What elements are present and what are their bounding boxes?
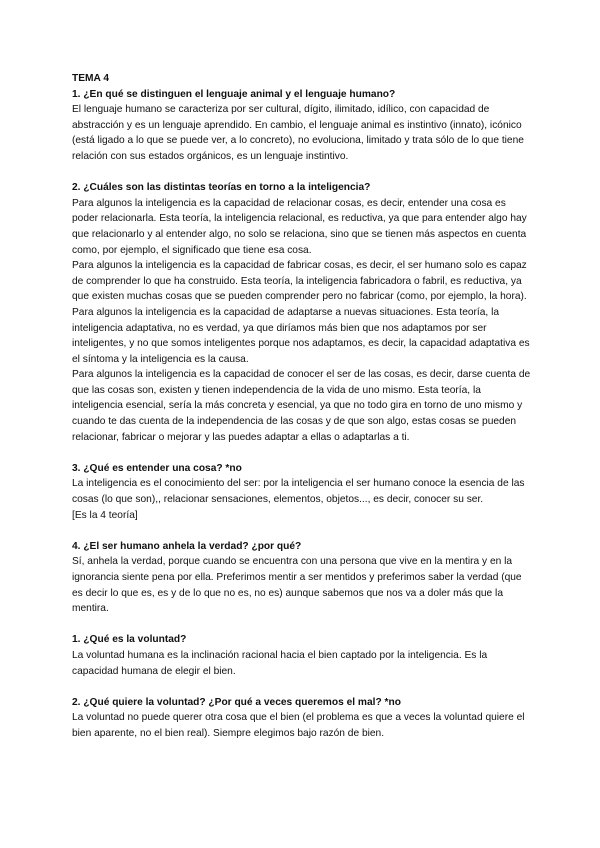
section-paragraph: Para algunos la inteligencia es la capacidad de adaptarse a nuevas situaciones. Esta teoría, la inteligencia adaptativa, no es verdad, ya que diríamos más bien que nos adaptamos por ser inteligentes, y no que somos inteligentes porque nos adaptamos, es decir, la capacidad adaptativa es el síntoma y la inteligencia es la causa. (72, 306, 530, 365)
section-paragraph: El lenguaje humano se caracteriza por ser cultural, dígito, ilimitado, idílico, con capacidad de abstracción y es un lenguaje aprendido. En cambio, el lenguaje animal es instintivo (innato), icónico (está ligado a lo que se puede ver, a lo concreto), no evoluciona, limitado y trata sólo de lo que tiene relación con sus estados orgánicos, es un lenguaje instintivo. (72, 104, 524, 162)
section-paragraph: Sí, anhela la verdad, porque cuando se encuentra con una persona que vive en la mentira y en la ignorancia siente pena por ella. Preferimos mentir a ser mentidos y preferimos saber la verdad (que es decir lo que es, es y de lo que no es, no es) aunque sabemos que nos va a doler más que la mentira. (72, 556, 522, 615)
section-2 (72, 180, 534, 445)
section-3 (72, 461, 534, 523)
section-question: 1. ¿Qué es la voluntad? (72, 634, 187, 646)
section-paragraph: La voluntad humana es la inclinación racional hacia el bien captado por la inteligencia. Es la capacidad humana de elegir el bien. (72, 649, 488, 677)
document-title: TEMA 4 (72, 73, 109, 84)
section-question: 4. ¿El ser humano anhela la verdad? ¿por qué? (72, 540, 302, 552)
section-1 (72, 87, 534, 165)
section-paragraph: Para algunos la inteligencia es la capacidad de conocer el ser de las cosas, es decir, darse cuenta de que las cosas son, existen y tienen independencia de la vida de uno mismo. Esta teoría, la inteligencia esencial, sería la más concreta y esencial, ya que no todo gira en torno de uno mismo y cuando te das cuenta de la independencia de las cosas y de que son algo, estas cosas se pueden relacionar, fabricar o mejorar y las puedes adaptar a ellas o adaptarlas a ti. (72, 369, 531, 443)
section-4 (72, 539, 534, 617)
section-5 (72, 632, 534, 679)
section-paragraph: La inteligencia es el conocimiento del ser: por la inteligencia el ser humano conoce la esencia de las cosas (lo que son),, relacionar sensaciones, elementos, objetos..., es decir, conocer su ser. (72, 478, 525, 506)
section-question: 2. ¿Qué quiere la voluntad? ¿Por qué a veces queremos el mal? *no (72, 696, 401, 708)
section-6 (72, 695, 534, 742)
section-question: 3. ¿Qué es entender una cosa? *no (72, 462, 242, 474)
section-paragraph: La voluntad no puede querer otra cosa que el bien (el problema es que a veces la voluntad quiere el bien aparente, no el bien real). Siempre elegimos bajo razón de bien. (72, 712, 525, 739)
section-paragraph: [Es la 4 teoría] (72, 509, 138, 521)
section-question: 1. ¿En qué se distinguen el lenguaje animal y el lenguaje humano? (72, 88, 396, 100)
section-paragraph: Para algunos la inteligencia es la capacidad de relacionar cosas, es decir, entender una cosa es poder relacionarla. Esta teoría, la inteligencia relacional, es reductiva, ya que para entender algo hay que relacionarlo y al entender algo, no solo se relaciona, sino que se tienen más aspectos en cuenta como, por ejemplo, el significado que tiene esa cosa. (72, 197, 527, 256)
document-page (72, 71, 534, 757)
section-paragraph: Para algunos la inteligencia es la capacidad de fabricar cosas, es decir, el ser humano solo es capaz de comprender lo que ha construido. Esta teoría, la inteligencia fabricadora o fabril, es reductiva, ya que existen muchas cosas que se pueden comprender pero no fabricar (como, por ejemplo, la hora). (72, 260, 527, 303)
section-question: 2. ¿Cuáles son las distintas teorías en torno a la inteligencia? (72, 182, 371, 194)
